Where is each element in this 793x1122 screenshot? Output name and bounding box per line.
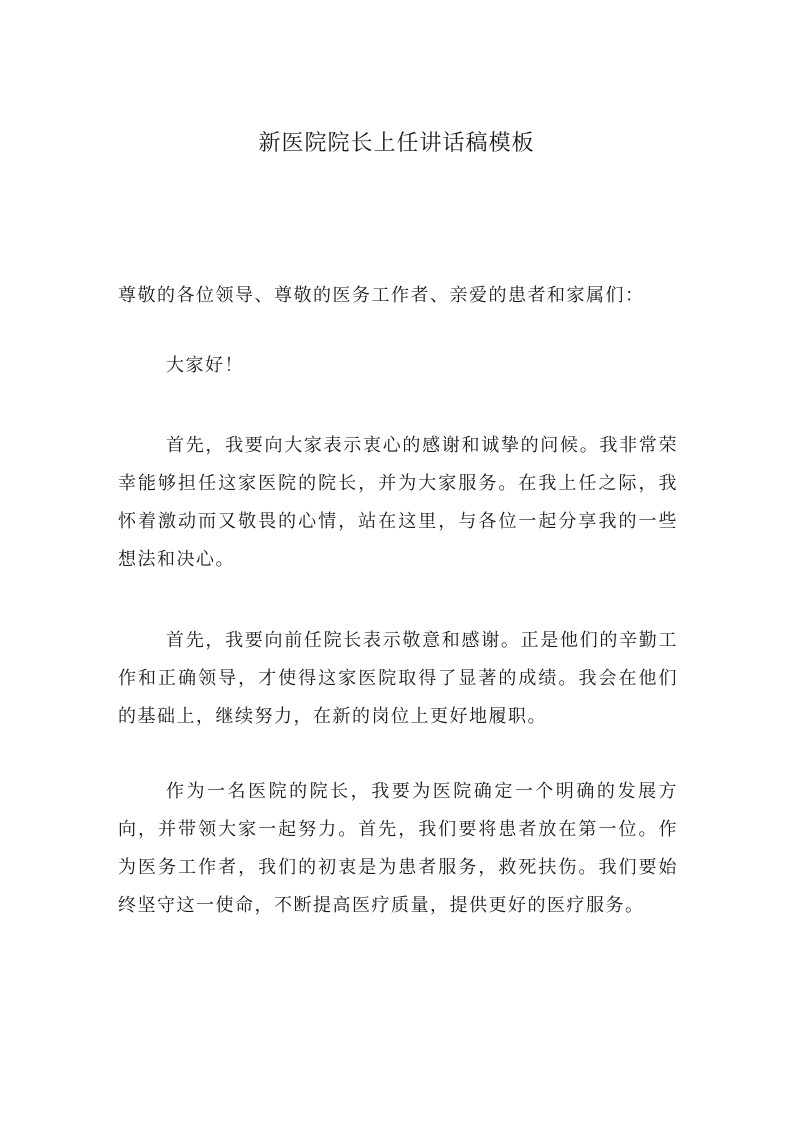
paragraph-3: 作为一名医院的院长，我要为医院确定一个明确的发展方向，并带领大家一起努力。首先，我们要将患者放在第一位。作为医务工作者，我们的初衷是为患者服务，救死扶伤。我们要始终坚守这一使命，不断提高医疗质量，提供更好的医疗服务。 [118, 781, 678, 916]
paragraph-2: 首先，我要向前任院长表示敬意和感谢。正是他们的辛勤工作和正确领导，才使得这家医院取得了显著的成绩。我会在他们的基础上，继续努力，在新的岗位上更好地履职。 [118, 630, 678, 727]
salutation: 尊敬的各位领导、尊敬的医务工作者、亲爱的患者和家属们： [118, 285, 645, 306]
document-title: 新医院院长上任讲话稿模板 [258, 131, 535, 156]
document-body [118, 277, 678, 925]
greeting: 大家好！ [166, 355, 244, 376]
paragraph-1: 首先，我要向大家表示衷心的感谢和诚挚的问候。我非常荣幸能够担任这家医院的院长，并为大家服务。在我上任之际，我怀着激动而又敬畏的心情，站在这里，与各位一起分享我的一些想法和决心。 [118, 435, 678, 570]
